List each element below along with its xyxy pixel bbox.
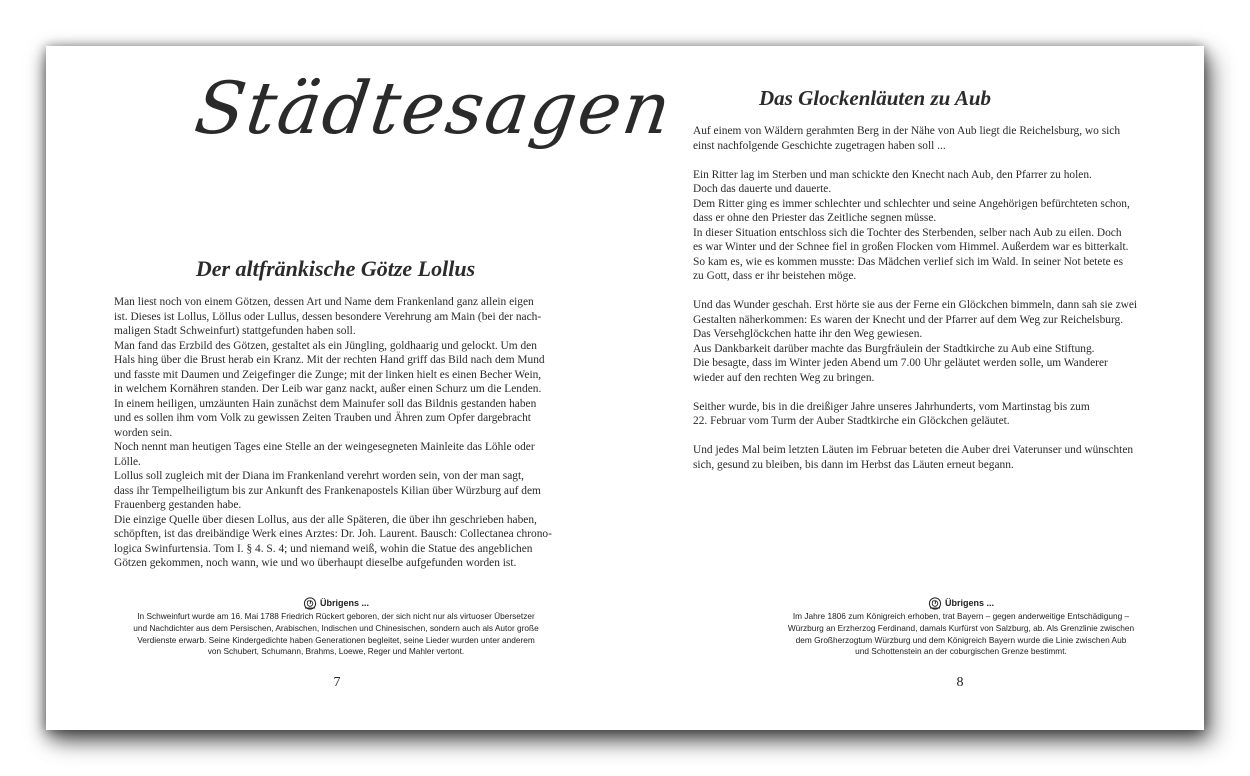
text-line: Ein Ritter lag im Sterben und man schickte den Knecht nach Aub, den Pfarrer zu holen. <box>693 168 1092 181</box>
left-side-note <box>130 597 542 658</box>
text-line: In einem heiligen, umzäunten Hain zunächst dem Mainufer soll das Bildnis gestanden haben <box>114 397 537 410</box>
note-heading <box>761 597 1161 610</box>
text-line: 22. Februar vom Turm der Auber Stadtkirche ein Glöckchen geläutet. <box>693 415 1010 427</box>
note-line: und Nachdichter aus dem Persischen, Arabischen, Indischen und Chinesischen, sondern auch als Autor große <box>133 622 539 633</box>
note-heading-label: Übrigens ... <box>944 597 994 608</box>
text-line: Frauenberg gestanden habe. <box>114 499 242 511</box>
text-line: Aus Dankbarkeit darüber machte das Burgfräulein der Stadtkirche zu Aub eine Stiftung. <box>693 342 1095 355</box>
snail-icon <box>928 597 942 610</box>
text-line: Dem Ritter ging es immer schlechter und schlechter und seine Angehörigen befürchteten schon, <box>693 197 1130 210</box>
text-line: Doch das dauerte und dauerte. <box>693 183 832 195</box>
text-line: es war Winter und der Schnee fiel in großen Flocken vom Himmel. Außerdem war es bitterkalt. <box>693 241 1129 253</box>
text-line: Noch nennt man heutigen Tages eine Stelle an der weingesegneten Mainleite das Löhle oder Lölle. <box>114 441 535 468</box>
text-line: logica Swinfurtensia. Tom I. § 4. S. 4; und niemand weiß, wohin die Statue des angeblichen <box>114 542 533 555</box>
left-page <box>46 46 678 730</box>
right-side-note <box>761 597 1161 658</box>
note-line: Verdienste erwarb. Seine Kindergedichte haben Generationen begleitet, seine Lieder wurden unter anderem <box>137 634 535 645</box>
note-line: In Schweinfurt wurde am 16. Mai 1788 Friedrich Rückert geboren, der sich nicht nur als virtuoser Übersetzer <box>137 611 535 621</box>
text-line: und es sollen ihm vom Volk zu gewissen Zeiten Trauben und Ähren zum Opfer dargebracht <box>114 412 531 424</box>
left-story-title: Der altfränkische Götze Lollus <box>195 256 476 281</box>
text-line: in welchem Kornähren standen. Der Leib war ganz nackt, außer einen Schurz um die Lenden. <box>114 383 542 395</box>
snail-icon <box>303 597 317 610</box>
text-line: Gestalten näherkommen: Es waren der Knecht und der Pfarrer auf dem Weg zur Reichelsburg. <box>693 313 1124 326</box>
note-line: dem Großherzogtum Würzburg und dem Königreich Bayern wurde die Linie zwischen Aub <box>795 634 1127 645</box>
page-number: 7 <box>333 675 341 690</box>
text-line: Auf einem von Wäldern gerahmten Berg in der Nähe von Aub liegt die Reichelsburg, wo sich <box>693 125 1121 137</box>
text-line: Und jedes Mal beim letzten Läuten im Februar beteten die Auber drei Vaterunser und wünschten <box>693 444 1134 456</box>
note-heading-label: Übrigens ... <box>319 597 369 608</box>
right-story-body <box>693 124 1143 472</box>
note-line: Im Jahre 1806 zum Königreich erhoben, trat Bayern – gegen anderweitige Entschädigung – <box>792 611 1130 621</box>
left-story-body <box>114 295 564 571</box>
text-line: wieder auf den rechten Weg zu bringen. <box>693 371 875 384</box>
text-line: zu Gott, dass er ihr beistehen möge. <box>693 270 857 282</box>
text-line: In dieser Situation entschloss sich die Tochter des Sterbenden, selber nach Aub zu eilen. Doch <box>693 226 1122 239</box>
note-text <box>761 611 1161 658</box>
text-line: Das Versehglöckchen hatte ihr den Weg gewiesen. <box>693 328 923 340</box>
text-line: schöpften, ist das dreibändige Werk eines Arztes: Dr. Joh. Laurent. Bausch: Collectanea chrono- <box>114 528 552 540</box>
text-line: Götzen gekommen, noch wann, wie und wo überhaupt dieselbe aufgefunden worden ist. <box>114 557 517 569</box>
text-line: So kam es, wie es kommen musste: Das Mädchen verlief sich im Wald. In seiner Not betete es <box>693 255 1124 268</box>
text-line: Und das Wunder geschah. Erst hörte sie aus der Ferne ein Glöckchen bimmeln, dann sah sie zwei <box>693 299 1138 311</box>
chapter-script-title: Städtesagen <box>190 66 678 150</box>
note-line: von Schubert, Schumann, Brahms, Loewe, Reger und Mahler vertont. <box>207 646 465 657</box>
right-page <box>625 46 1204 730</box>
text-line: Seither wurde, bis in die dreißiger Jahre unseres Jahrhunderts, vom Martinstag bis zum <box>693 400 1090 413</box>
book-spread <box>46 46 1204 730</box>
note-text <box>130 611 542 658</box>
text-line: sich, gesund zu bleiben, bis dann im Herbst das Läuten erneut begann. <box>693 458 1014 471</box>
text-line: dass ihr Tempelheiligtum bis zur Ankunft des Frankenapostels Kilian über Würzburg auf dem <box>114 484 541 497</box>
text-line: Hals hing über die Brust herab ein Kranz. Mit der rechten Hand griff das Bild nach dem Mund <box>114 354 545 366</box>
text-line: maligen Stadt Schweinfurt) stattgefunden haben soll. <box>114 325 356 337</box>
text-line: Die besagte, dass im Winter jeden Abend um 7.00 Uhr geläutet werden solle, um Wanderer <box>693 357 1108 369</box>
text-line: Die einzige Quelle über diesen Lollus, aus der alle Späteren, die über ihn geschrieben haben, <box>114 513 537 526</box>
note-line: und Schottenstein an der coburgischen Grenze bestimmt. <box>855 646 1067 657</box>
page-number: 8 <box>956 675 964 690</box>
text-line: Lollus soll zugleich mit der Diana im Frankenland verehrt worden sein, von der man sagt, <box>114 470 524 482</box>
text-line: und fasste mit Daumen und Zeigefinger die Zunge; mit der linken hielt es einen Becher Wein, <box>114 368 542 381</box>
text-line: ist. Dieses ist Lollus, Löllus oder Lullus, dessen besondere Verehrung am Main (bei der nach- <box>114 310 542 323</box>
note-line: Würzburg an Erzherzog Ferdinand, damals Kurfürst von Salzburg, ab. Als Grenzlinie zwischen <box>787 622 1135 633</box>
text-line: einst nachfolgende Geschichte zugetragen haben soll ... <box>693 139 946 152</box>
text-line: dass er ohne den Priester das Zeitliche segnen müsse. <box>693 212 937 224</box>
right-story-title: Das Glockenläuten zu Aub <box>758 86 991 110</box>
text-line: worden sein. <box>114 426 173 439</box>
text-line: Man fand das Erzbild des Götzen, gestaltet als ein Jüngling, goldhaarig und gelockt. Um den <box>114 339 537 352</box>
text-line: Man liest noch von einem Götzen, dessen Art und Name dem Frankenland ganz allein eigen <box>114 296 534 308</box>
note-heading <box>130 597 542 610</box>
